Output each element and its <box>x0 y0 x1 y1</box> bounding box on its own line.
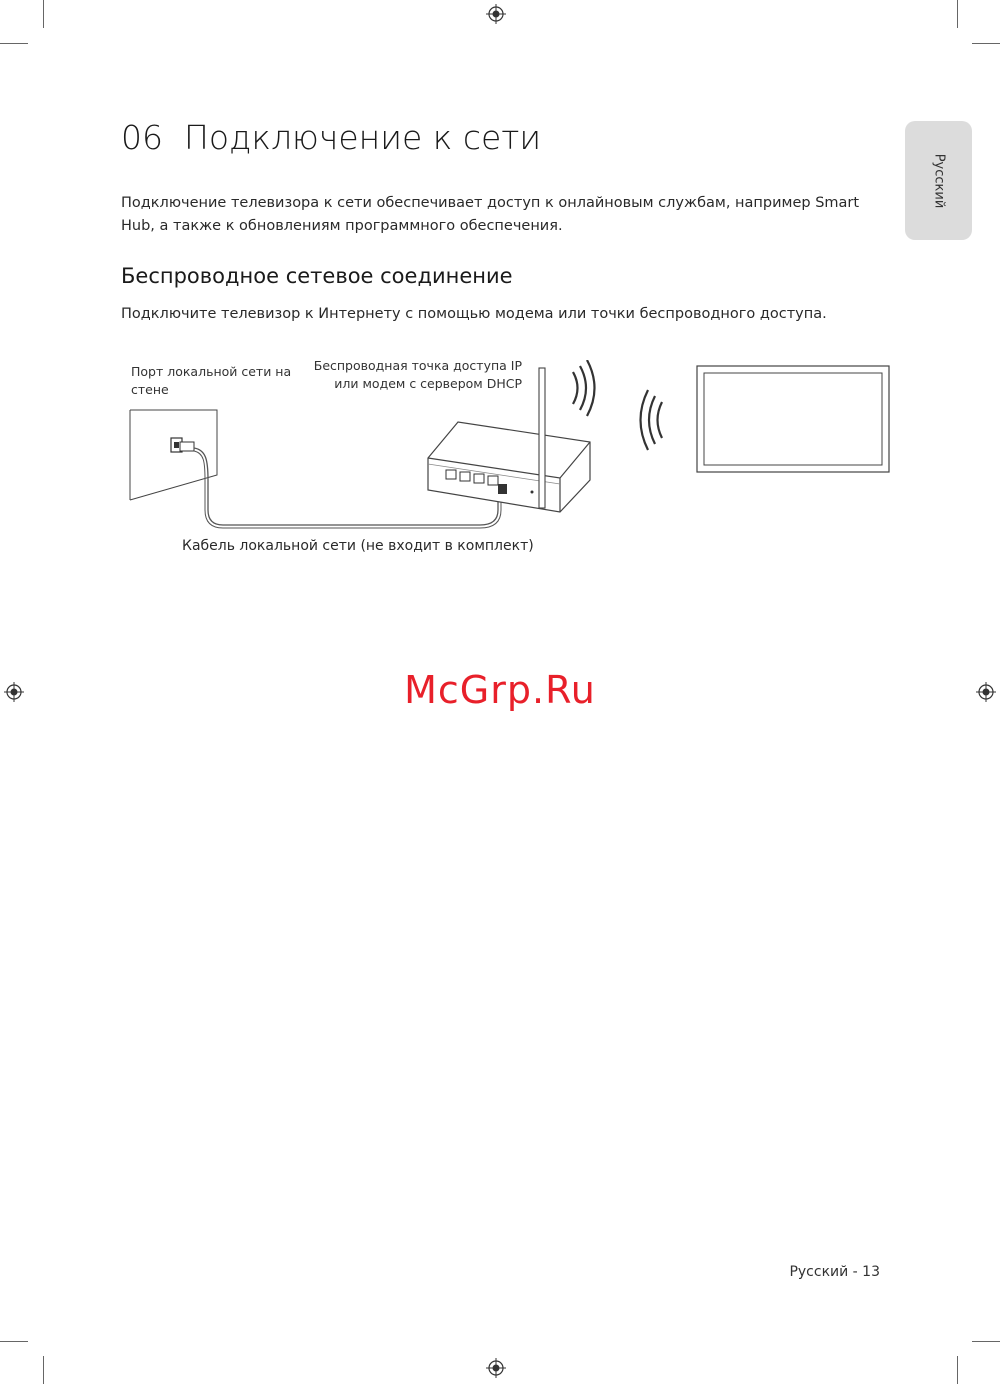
router-icon <box>428 368 590 512</box>
cable-label: Кабель локальной сети (не входит в комплект) <box>182 538 534 554</box>
wifi-waves-tv-icon <box>641 390 663 450</box>
section-paragraph: Подключите телевизор к Интернету с помощью модема или точки беспроводного доступа. <box>121 306 827 322</box>
chapter-number: 06 <box>121 118 163 157</box>
language-side-tab <box>905 121 972 240</box>
crop-mark <box>957 0 958 28</box>
network-diagram <box>120 360 900 540</box>
crop-mark <box>972 1341 1000 1342</box>
crop-mark <box>957 1356 958 1384</box>
crop-mark <box>0 1341 28 1342</box>
crop-mark <box>43 0 44 28</box>
watermark: McGrp.Ru <box>404 668 596 712</box>
crop-mark <box>972 43 1000 44</box>
page-footer: Русский - 13 <box>789 1264 880 1280</box>
language-side-tab-label: Русский <box>931 153 946 208</box>
tv-icon <box>697 366 889 472</box>
wifi-waves-router-icon <box>573 360 595 416</box>
wall-port-label: Порт локальной сети на стене <box>131 364 292 397</box>
section-title: Беспроводное сетевое соединение <box>121 264 513 288</box>
crop-mark <box>0 43 28 44</box>
registration-mark-bottom <box>486 1358 506 1378</box>
registration-mark-top <box>486 4 506 24</box>
router-label: Беспроводная точка доступа IP или модем с сервером DHCP <box>313 358 522 391</box>
chapter-title: Подключение к сети <box>184 118 542 157</box>
wall-port-icon <box>171 438 194 452</box>
crop-mark <box>43 1356 44 1384</box>
intro-paragraph: Подключение телевизора к сети обеспечивает доступ к онлайновым службам, например Smart Hub, а также к обновлениям программного обеспечения. <box>121 195 860 234</box>
